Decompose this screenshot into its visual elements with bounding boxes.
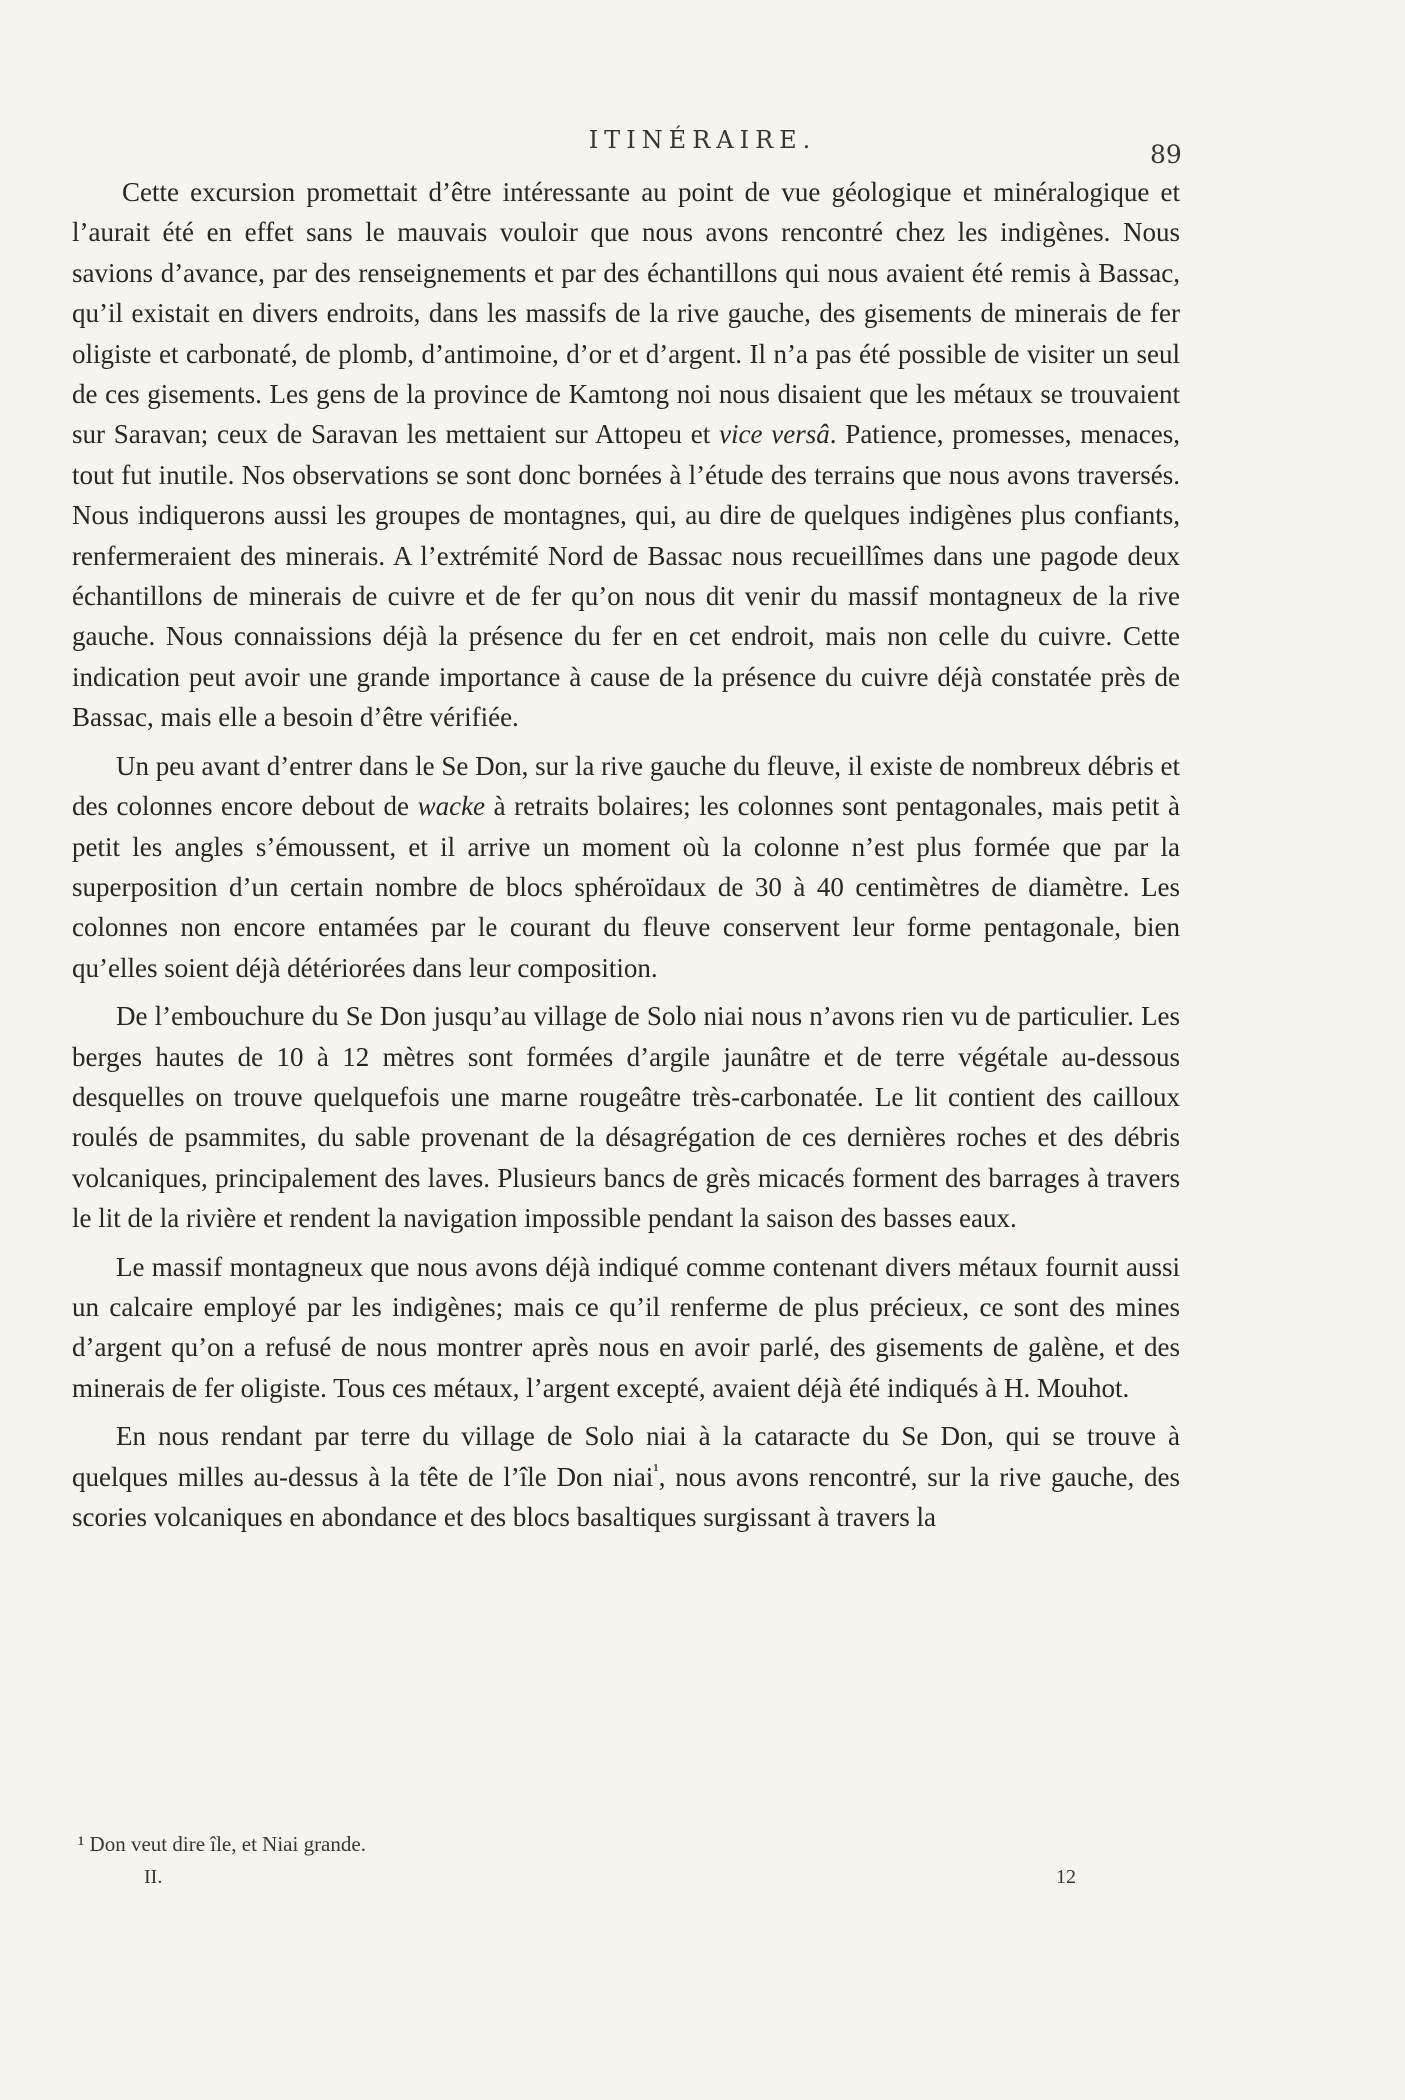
text-run: Cette excursion promettait d’être intéressante au point de vue géologique et minéralogique et l’aurait été en effet sans le mauvais vouloir que nous avons rencontré chez les indigènes. Nous savions d’avance, par des renseignements et par des échantillons qui nous avaient été remis à Bassac, qu’il existait en divers endroits, dans les massifs de la rive gauche, des gisements de minerais de fer oligiste et carbonaté, de plomb, d’antimoine, d’or et d’argent. Il n’a pas été possible de visiter un seul de ces gisements. Les gens de la province de Kamtong noi nous disaient que les métaux se trouvaient sur Saravan; ceux de Saravan les mettaient sur Attopeu et — [72, 177, 1180, 450]
body-text — [72, 172, 1180, 1545]
text-run: , nous avons rencontré, sur la rive gauche, des scories volcaniques en abondance et des blocs basaltiques surgissant à travers la — [72, 1461, 1180, 1532]
sheet-signature: 12 — [1056, 1866, 1076, 1888]
paragraph-2 — [72, 746, 1180, 988]
text-run: De l’embouchure du Se Don jusqu’au village de Solo niai nous n’avons rien vu de particulier. Les berges hautes de 10 à 12 mètres sont formées d’argile jaunâtre et de terre végétale au-dessous desquelles on trouve quelquefois une marne rougeâtre très-carbonatée. Le lit contient des cailloux roulés de psammites, du sable provenant de la désagrégation de ces dernières roches et des débris volcaniques, principalement des laves. Plusieurs bancs de grès micacés forment des barrages à travers le lit de la rivière et rendent la navigation impossible pendant la saison des basses eaux. — [72, 1001, 1180, 1234]
text-run: Un peu avant d’entrer dans le Se Don, sur la rive gauche du fleuve, il existe de nombreux débris et des colonnes encore debout de — [72, 750, 1180, 822]
text-run: . Patience, promesses, menaces, tout fut inutile. Nos observations se sont donc bornées à l’étude des terrains que nous avons traversés. Nous indiquerons aussi les groupes de montagnes, qui, au dire de quelques indigènes plus confiants, renfermeraient des minerais. A l’extrémité Nord de Bassac nous recueillîmes dans une pagode deux échantillons de minerais de cuivre et de fer qu’on nous dit venir du massif montagneux de la rive gauche. Nous connaissions déjà la présence du fer en cet endroit, mais non celle du cuivre. Cette indication peut avoir une grande importance à cause de la présence du cuivre déjà constatée près de Bassac, mais elle a besoin d’être vérifiée. — [72, 419, 1180, 733]
footnote: ¹ Don veut dire île, et Niai grande. — [78, 1832, 366, 1856]
paragraph-5 — [72, 1416, 1180, 1537]
paragraph-4 — [72, 1247, 1180, 1409]
page-number: 89 — [1150, 140, 1182, 169]
paragraph-3 — [72, 996, 1180, 1238]
volume-signature: II. — [144, 1866, 163, 1888]
italic-term: wacke — [417, 791, 486, 822]
text-run: Le massif montagneux que nous avons déjà indiqué comme contenant divers métaux fournit aussi un calcaire employé par les indigènes; mais ce qu’il renferme de plus précieux, ce sont des mines d’argent qu’on a refusé de nous montrer après nous en avoir parlé, des gisements de galène, et des minerais de fer oligiste. Tous ces métaux, l’argent excepté, avaient déjà été indiqués à H. Mouhot. — [72, 1251, 1180, 1403]
footnote-marker: ¹ — [653, 1459, 659, 1480]
text-run: à retraits bolaires; les colonnes sont pentagonales, mais petit à petit les angles s’émoussent, et il arrive un moment où la colonne n’est plus formée que par la superposition d’un certain nombre de blocs sphéroïdaux de 30 à 40 centimètres de diamètre. Les colonnes non encore entamées par le courant du fleuve conservent leur forme pentagonale, bien qu’elles soient déjà détériorées dans leur composition. — [72, 791, 1180, 983]
italic-term: vice versâ — [719, 419, 830, 450]
running-title: ITINÉRAIRE. — [588, 126, 817, 154]
paragraph-1 — [72, 172, 1180, 738]
text-run: En nous rendant par terre du village de Solo niai à la cataracte du Se Don, qui se trouve à quelques milles au-dessus à la tête de l’île Don niai — [72, 1421, 1180, 1492]
